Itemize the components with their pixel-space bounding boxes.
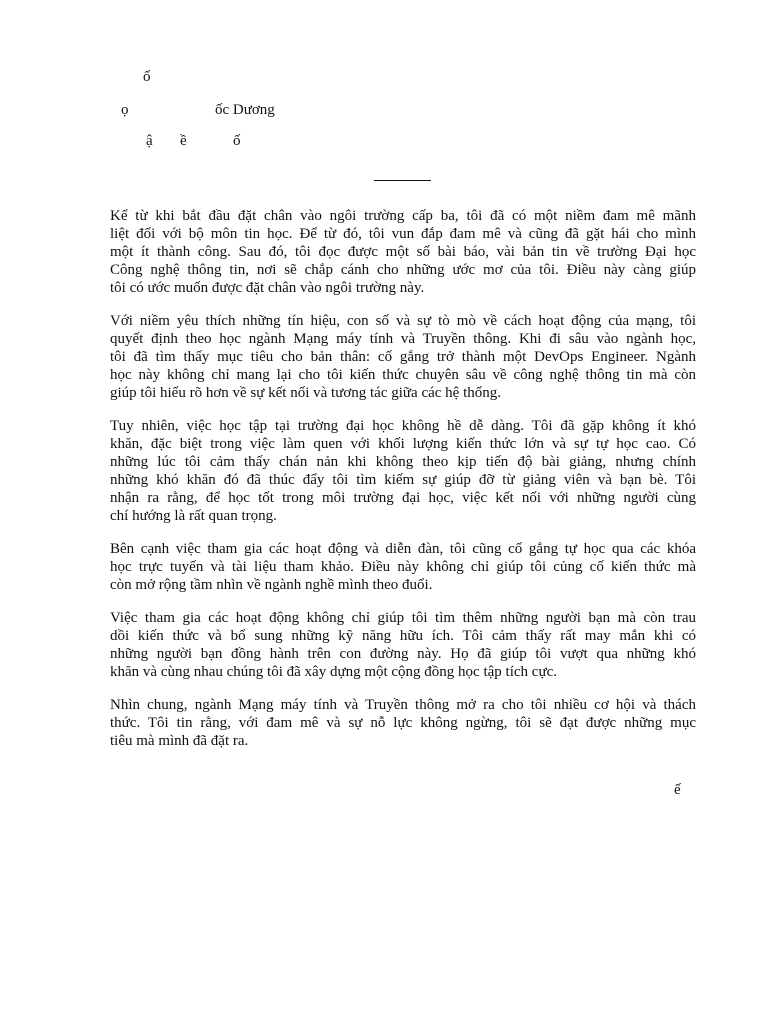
paragraph-line: Nhìn chung, ngành Mạng máy tính và Truyền thông mở ra cho tôi nhiều cơ hội và thách: [110, 697, 696, 713]
header-line2-fragment-a: ọ: [121, 102, 129, 118]
paragraph-line: tôi đã tìm thấy mục tiêu cho bản thân: cố gắng trở thành một DevOps Engineer. Ngành: [110, 349, 696, 365]
paragraph-line: Việc tham gia các hoạt động không chỉ giúp tôi tìm thêm những người bạn mà còn trau: [110, 610, 696, 626]
paragraph-line: khăn và cùng nhau chúng tôi đã xây dựng một cộng đồng học tập tích cực.: [110, 664, 557, 680]
paragraph-4: [110, 540, 696, 594]
paragraph-6: [110, 696, 696, 750]
paragraph-line: Kể từ khi bắt đầu đặt chân vào ngôi trường cấp ba, tôi đã có một niềm đam mê mãnh: [110, 208, 696, 224]
paragraph-line: Bên cạnh việc tham gia các hoạt động và diễn đàn, tôi cũng cố gắng tự học qua các khóa: [110, 541, 696, 557]
paragraph-line: những người bạn đồng hành trên con đường này. Họ đã giúp tôi vượt qua những khó: [110, 646, 696, 662]
paragraph-line: nhận ra rằng, để học tốt trong môi trường đại học, việc kết nối với những người cùng: [110, 490, 696, 506]
paragraph-line: thức. Tôi tin rằng, với đam mê và sự nỗ lực không ngừng, tôi sẽ đạt được những mục: [110, 715, 696, 731]
signature-fragment: ế: [674, 782, 681, 798]
paragraph-line: những khó khăn đó đã thúc đẩy tôi tìm kiếm sự giúp đỡ từ giảng viên và bạn bè. Tôi: [110, 472, 696, 488]
paragraph-3: [110, 417, 696, 525]
paragraph-line: Tuy nhiên, việc học tập tại trường đại học không hề dễ dàng. Tôi đã gặp không ít khó: [110, 418, 696, 434]
paragraph-line: một ít thành công. Sau đó, tôi đọc được một số bài báo, vài bản tin về trường Đại học: [110, 244, 696, 260]
paragraph-line: tôi có ước muốn được đặt chân vào ngôi trường này.: [110, 280, 425, 296]
paragraph-line: Công nghệ thông tin, nơi sẽ chắp cánh cho những ước mơ của tôi. Điều này càng giúp: [110, 262, 696, 278]
paragraph-line: chí hướng là rất quan trọng.: [110, 508, 277, 524]
paragraph-line: tiêu mà mình đã đặt ra.: [110, 733, 249, 749]
paragraph-line: học trực tuyến và tài liệu tham khảo. Điều này không chỉ giúp tôi củng cố kiến thức mà: [110, 559, 696, 575]
paragraph-line: còn mở rộng tầm nhìn về ngành nghề mình theo đuổi.: [110, 577, 433, 593]
paragraph-line: học này không chỉ mang lại cho tôi kiến thức chuyên sâu về công nghệ thông tin mà còn: [110, 367, 696, 383]
paragraph-1: [110, 207, 696, 297]
header-line3-fragment-b: ề: [180, 133, 187, 149]
header-line1-fragment: ố: [143, 69, 151, 85]
paragraph-line: quyết định theo học ngành Mạng máy tính và Truyền thông. Khi đi sâu vào ngành học,: [110, 331, 696, 347]
header-line3-fragment-c: ố: [233, 133, 241, 149]
title-divider: [374, 180, 431, 181]
paragraph-line: liệt đối với bộ môn tin học. Để từ đó, tôi vun đắp đam mê và cũng đã gặt hái cho mình: [110, 226, 696, 242]
paragraph-line: những lúc tôi cảm thấy chán nản khi không theo kịp tiến độ bài giảng, nhưng chính: [110, 454, 696, 470]
header-line3-fragment-a: ậ: [146, 133, 153, 149]
paragraph-line: giúp tôi hiểu rõ hơn về sự kết nối và tương tác giữa các hệ thống.: [110, 385, 501, 401]
paragraph-5: [110, 609, 696, 681]
paragraph-2: [110, 312, 696, 402]
paragraph-line: khăn, đặc biệt trong việc làm quen với khối lượng kiến thức lớn và sự tự học cao. Có: [110, 436, 696, 452]
essay-body: [110, 207, 696, 765]
paragraph-line: dồi kiến thức và bổ sung những kỹ năng hữu ích. Tôi cảm thấy rất may mắn khi có: [110, 628, 696, 644]
header-line2-fragment-b: ốc Dương: [215, 102, 275, 118]
paragraph-line: Với niềm yêu thích những tín hiệu, con số và sự tò mò về cách hoạt động của mạng, tôi: [110, 313, 696, 329]
